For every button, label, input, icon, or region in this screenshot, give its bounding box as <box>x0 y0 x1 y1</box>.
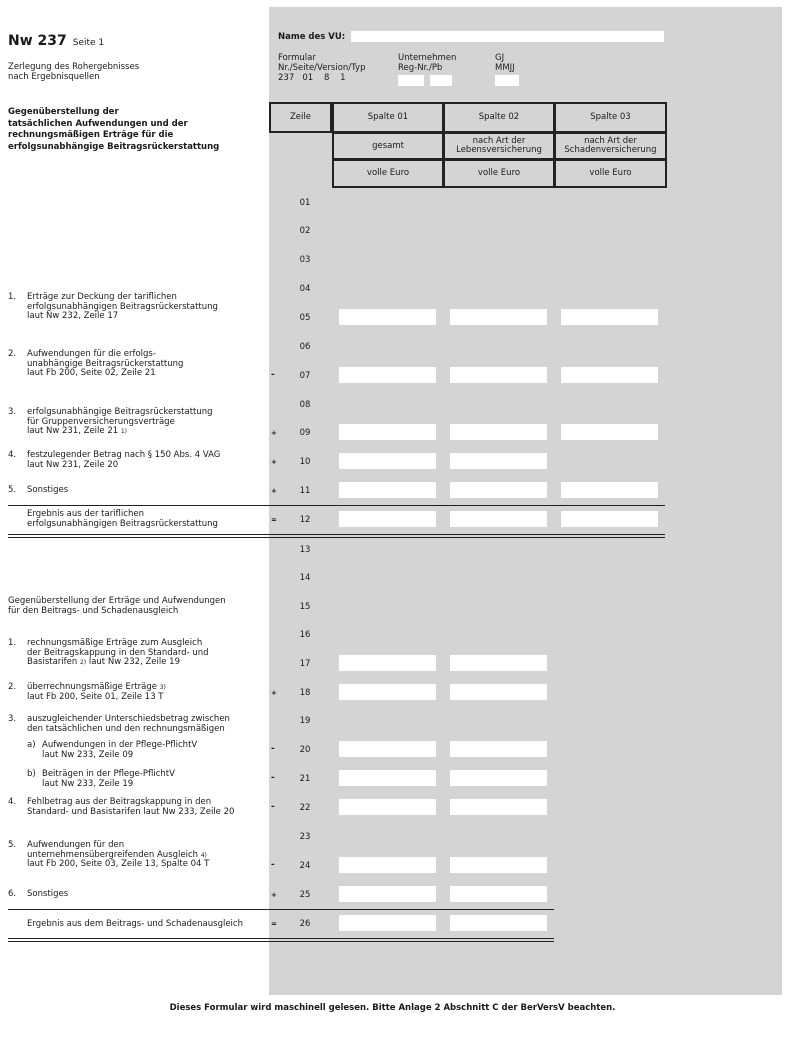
item-text: rechnungsmäßige Erträge zum Ausgleich der Beitragskappung in den Standard- und Basistarifen <box>27 638 209 667</box>
unternehmen-label: Unternehmen <box>398 53 457 63</box>
item-text: überrechnungsmäßige Erträge <box>27 682 160 692</box>
row24-col2-input[interactable] <box>450 857 547 873</box>
item2-5 <box>8 841 266 870</box>
row21-col1-input[interactable] <box>339 770 436 786</box>
row-number: 17 <box>299 659 311 669</box>
item-text: laut Fb 200, Seite 03, Zeile 13, Spalte 04 T <box>27 859 210 869</box>
row-number: 22 <box>299 803 311 813</box>
row22-col2-input[interactable] <box>450 799 547 815</box>
row-number: 03 <box>299 255 311 265</box>
row11-col1-input[interactable] <box>339 482 436 498</box>
row-number: 24 <box>299 861 311 871</box>
row17-col1-input[interactable] <box>339 655 436 671</box>
row-number: 09 <box>299 428 311 438</box>
minus-sign: - <box>271 370 275 380</box>
result-top-line <box>8 505 665 506</box>
unternehmen-sub: Reg-Nr./Pb <box>398 63 443 73</box>
row-number: 10 <box>299 457 311 467</box>
plus-sign: + <box>271 487 277 495</box>
item-number: 2. <box>8 349 17 359</box>
item2-3b <box>8 770 266 789</box>
item-text: erfolgsunabhängige Beitragsrückerstattung für Gruppenversicherungsverträge laut Nw 231, Zeile 21 <box>27 407 213 436</box>
col2-unit: volle Euro <box>443 159 555 188</box>
row12-col1-input[interactable] <box>339 511 436 527</box>
formular-sub: Nr./Seite/Version/Typ <box>278 63 366 73</box>
formular-values: 237 01 8 1 <box>278 73 346 83</box>
page-label: Seite 1 <box>72 38 105 48</box>
item1-4 <box>8 451 266 470</box>
unternehmen-block <box>398 53 456 73</box>
row20-col2-input[interactable] <box>450 741 547 757</box>
row24-col1-input[interactable] <box>339 857 436 873</box>
row-number: 14 <box>299 573 311 583</box>
row-number: 21 <box>299 774 311 784</box>
item-number: 2. <box>8 682 17 692</box>
minus-sign: - <box>271 744 275 754</box>
item1-5 <box>8 486 266 496</box>
row-number: 25 <box>299 890 311 900</box>
row-number: 26 <box>299 919 311 929</box>
row21-col2-input[interactable] <box>450 770 547 786</box>
row-number: 11 <box>299 486 311 496</box>
vu-label: Name des VU: <box>278 32 346 42</box>
item-text: Aufwendungen für die erfolgs- unabhängige Beitragsrückerstattung laut Fb 200, Seite 02, Zeile 21 <box>27 349 184 378</box>
minus-sign: - <box>271 802 275 812</box>
subtitle-line-1: Zerlegung des Rohergebnisses <box>8 62 140 72</box>
item-number: 4. <box>8 797 17 807</box>
row07-col3-input[interactable] <box>561 367 658 383</box>
row-number: 13 <box>299 545 311 555</box>
gj-sub: MMJJ <box>495 63 515 73</box>
row-number: 02 <box>299 226 311 236</box>
item-text: Beiträgen in der Pflege-PflichtV laut Nw 233, Zeile 19 <box>42 769 175 789</box>
row-number: 06 <box>299 342 311 352</box>
item2-3 <box>8 715 266 734</box>
result2 <box>8 920 266 930</box>
footer-note: Dieses Formular wird maschinell gelesen. Bitte Anlage 2 Abschnitt C der BerVersV beachten. <box>169 1003 616 1013</box>
result2-double-line-1 <box>8 938 554 939</box>
col1-unit: volle Euro <box>332 159 444 188</box>
form-id: Nw 237 <box>8 33 67 49</box>
row11-col2-input[interactable] <box>450 482 547 498</box>
row-number: 04 <box>299 284 311 294</box>
item-text: Fehlbetrag aus der Beitragskappung in den Standard- und Basistarifen laut Nw 233, Zeile 20 <box>27 797 235 817</box>
row-number: 19 <box>299 716 311 726</box>
col3-unit: volle Euro <box>554 159 667 188</box>
item-number: 5. <box>8 840 17 850</box>
gj-label: GJ <box>495 53 505 63</box>
col1-header: Spalte 01 <box>332 102 444 133</box>
col2-sub: nach Art der Lebensversicherung <box>443 132 555 160</box>
item-number: 4. <box>8 450 17 460</box>
item2-2 <box>8 683 266 702</box>
row22-col1-input[interactable] <box>339 799 436 815</box>
footnote-ref: 3) <box>159 684 166 691</box>
row25-col1-input[interactable] <box>339 886 436 902</box>
col3-header: Spalte 03 <box>554 102 667 133</box>
footnote-ref: 2) <box>79 659 87 666</box>
item-text: Erträge zur Deckung der tariflichen erfolgsunabhängigen Beitragsrückerstattung laut Nw 232, Zeile 17 <box>27 292 218 321</box>
row09-col1-input[interactable] <box>339 424 436 440</box>
row18-col2-input[interactable] <box>450 684 547 700</box>
item2-6 <box>8 890 266 900</box>
row-number: 08 <box>299 400 311 410</box>
formular-block <box>278 53 365 83</box>
item-text: laut Fb 200, Seite 01, Zeile 13 T <box>27 691 164 702</box>
item1-3 <box>8 408 266 437</box>
gj-block <box>495 53 515 73</box>
item-number: b) <box>27 769 36 779</box>
row-number: 23 <box>299 832 311 842</box>
row-number: 16 <box>299 630 311 640</box>
pb-input[interactable] <box>430 75 452 86</box>
item2-4 <box>8 798 266 817</box>
row-number: 15 <box>299 602 311 612</box>
row09-col3-input[interactable] <box>561 424 658 440</box>
row11-col3-input[interactable] <box>561 482 658 498</box>
plus-sign: + <box>271 891 277 899</box>
row12-col3-input[interactable] <box>561 511 658 527</box>
row-number: 07 <box>299 371 311 381</box>
plus-sign: + <box>271 458 277 466</box>
item-number: 3. <box>8 407 17 417</box>
row10-col1-input[interactable] <box>339 453 436 469</box>
minus-sign: - <box>271 860 275 870</box>
subtitle-line-2: nach Ergebnisquellen <box>8 72 100 82</box>
row-number: 12 <box>299 515 311 525</box>
row09-col2-input[interactable] <box>450 424 547 440</box>
row10-col2-input[interactable] <box>450 453 547 469</box>
item-text: auszugleichender Unterschiedsbetrag zwischen den tatsächlichen und den rechnungsmäßigen <box>27 714 230 734</box>
row20-col1-input[interactable] <box>339 741 436 757</box>
item-text: laut Nw 232, Zeile 19 <box>86 657 180 667</box>
item-text: Sonstiges <box>27 889 69 899</box>
result2-top-line <box>8 909 554 910</box>
minus-sign: - <box>271 773 275 783</box>
reg-nr-input[interactable] <box>398 75 424 86</box>
form-title <box>8 33 104 49</box>
row07-col1-input[interactable] <box>339 367 436 383</box>
item1-1 <box>8 293 266 322</box>
row17-col2-input[interactable] <box>450 655 547 671</box>
row-number: 01 <box>299 198 311 208</box>
zeile-header: Zeile <box>269 102 332 133</box>
result2-double-line-2 <box>8 941 554 942</box>
vu-name-input[interactable] <box>351 31 664 42</box>
col1-sub: gesamt <box>332 132 444 160</box>
row05-col1-input[interactable] <box>339 309 436 325</box>
footnote-ref: 4) <box>200 851 207 859</box>
item-text: Aufwendungen für den unternehmensübergreifenden Ausgleich <box>27 840 199 860</box>
plus-sign: + <box>271 689 277 697</box>
item-number: 3. <box>8 714 17 724</box>
item-number: a) <box>27 740 36 750</box>
row-number: 18 <box>299 688 311 698</box>
item1-2 <box>8 350 266 379</box>
equals-sign: = <box>271 920 277 928</box>
row25-col2-input[interactable] <box>450 886 547 902</box>
result-double-line-2 <box>8 537 665 538</box>
row18-col1-input[interactable] <box>339 684 436 700</box>
item-number: 6. <box>8 889 17 899</box>
row07-col2-input[interactable] <box>450 367 547 383</box>
col3-sub: nach Art der Schadenversicherung <box>554 132 667 160</box>
equals-sign: = <box>271 516 277 524</box>
form-subtitle <box>8 62 139 82</box>
row05-col2-input[interactable] <box>450 309 547 325</box>
result1 <box>8 510 266 529</box>
row26-col2-input[interactable] <box>450 915 547 931</box>
section2-title: Gegenüberstellung der Erträge und Aufwendungen für den Beitrags- und Schadenausgleich <box>8 596 226 616</box>
item-text: festzulegender Betrag nach § 150 Abs. 4 VAG laut Nw 231, Zeile 20 <box>27 450 221 470</box>
row26-col1-input[interactable] <box>339 915 436 931</box>
result-double-line-1 <box>8 534 665 535</box>
item-text: Aufwendungen in der Pflege-PflichtV laut Nw 233, Zeile 09 <box>42 740 198 760</box>
result-text: Ergebnis aus dem Beitrags- und Schadenausgleich <box>27 919 243 929</box>
item2-3a <box>8 741 266 760</box>
result-text: Ergebnis aus der tariflichen erfolgsunabhängigen Beitragsrückerstattung <box>27 509 218 529</box>
item-number: 5. <box>8 485 17 495</box>
plus-sign: + <box>271 429 277 437</box>
section1-title: Gegenüberstellung der tatsächlichen Aufwendungen und der rechnungsmäßigen Erträge für die erfolgsunabhängige Beitragsrückerstattung <box>8 107 220 152</box>
row12-col2-input[interactable] <box>450 511 547 527</box>
gj-input[interactable] <box>495 75 519 86</box>
footnote-ref: 1) <box>120 428 128 435</box>
col2-header: Spalte 02 <box>443 102 555 133</box>
row-number: 05 <box>299 313 311 323</box>
item-text: Sonstiges <box>27 485 69 495</box>
item-number: 1. <box>8 638 17 648</box>
formular-label: Formular <box>278 53 316 63</box>
row-number: 20 <box>299 745 311 755</box>
row05-col3-input[interactable] <box>561 309 658 325</box>
item2-1 <box>8 639 266 668</box>
item-number: 1. <box>8 292 17 302</box>
